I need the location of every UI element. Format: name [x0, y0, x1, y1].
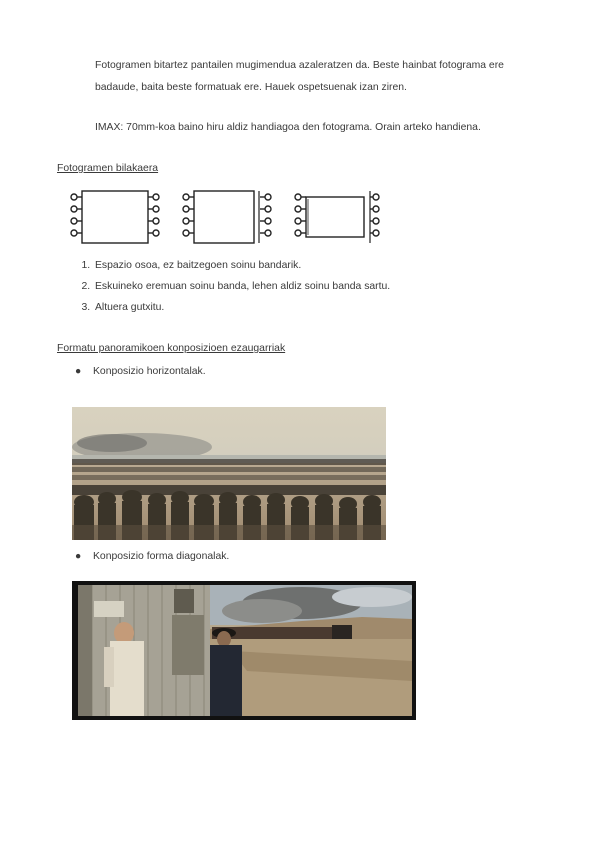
- list-item: 2. Eskuineko eremuan soinu banda, lehen aldiz soinu banda sartu.: [93, 279, 390, 300]
- film-frame-soundtrack: [180, 187, 274, 247]
- photo-station-train: [72, 581, 416, 720]
- bullet-horizontal: [75, 364, 206, 380]
- evolution-steps-list: [57, 258, 390, 321]
- intro-paragraph: Fotogramen bitartez pantailen mugimendua azaleratzen da. Beste hainbat fotograma ere badaude, baita beste formatuak ere. Hauek ospetsuenak izan ziren.: [95, 60, 504, 93]
- bullet-diagonal: [75, 549, 229, 565]
- list-item: 3. Altuera gutxitu.: [93, 300, 390, 321]
- imax-paragraph: IMAX: 70mm-koa baino hiru aldiz handiagoa den fotograma. Orain arteko handiena.: [95, 122, 481, 133]
- bullet-text: Konposizio forma diagonalak.: [93, 551, 230, 562]
- list-item: 1. Espazio osoa, ez baitzegoen soinu bandarik.: [93, 258, 390, 279]
- photo-beach-soldiers: [72, 407, 386, 540]
- film-frame-reduced-height: [292, 187, 386, 247]
- bullet-icon: ●: [75, 551, 82, 562]
- section-heading-film-evolution: Fotogramen bilakaera: [57, 163, 159, 174]
- bullet-text: Konposizio horizontalak.: [93, 366, 206, 377]
- film-frame-full: [68, 187, 162, 247]
- section-heading-panoramic: Formatu panoramikoen konposizioen ezaugarriak: [57, 343, 286, 354]
- bullet-icon: ●: [75, 366, 82, 377]
